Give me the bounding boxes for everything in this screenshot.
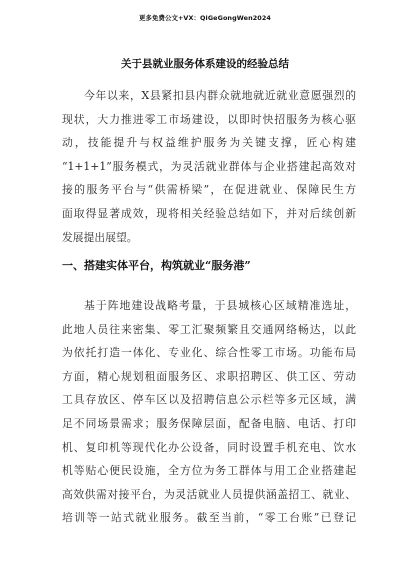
paragraph-line: 为依托打造一体化、专业化、综合性零工市场。功能布局	[62, 346, 356, 360]
paragraph-line: 接的服务平台与“供需桥梁”，在促进就业、保障民生方	[62, 183, 356, 197]
intro-paragraph	[62, 84, 356, 249]
section-paragraph	[62, 294, 356, 530]
paragraph-line: 方面，精心规划租面服务区、求职招聘区、供工区、劳动	[62, 369, 356, 383]
paragraph-line: 面取得显著成效，现将相关经验总结如下，并对后续创新	[62, 206, 356, 220]
document-title: 关于县就业服务体系建设的经验总结	[121, 58, 289, 70]
paragraph-line: 机等贴心便民设施，全方位为务工群体与用工企业搭建起	[62, 464, 356, 478]
page-header: 更多免费公文+VX：QiGeGongWen2024	[139, 14, 271, 22]
paragraph-line: 今年以来，X县紧扣县内群众就地就近就业意愿强烈的	[84, 89, 356, 102]
paragraph-line: 工具存放区、停车区以及招聘信息公示栏等多元区域，满	[62, 393, 356, 407]
paragraph-line: 足不同场景需求；服务保障层面，配备电脑、电话、打印	[62, 416, 356, 430]
paragraph-line: 机、复印机等现代化办公设备，同时设置手机充电、饮水	[62, 440, 356, 454]
paragraph-line: 动，技能提升与权益维护服务为关键支撑，匠心构建	[62, 136, 356, 150]
paragraph-line: 现状，大力推进零工市场建设，以即时快招服务为核心驱	[62, 112, 356, 126]
paragraph-line: 基于阵地建设战略考量，于县城核心区域精准选址，	[84, 299, 356, 312]
paragraph-line: 培训等一站式就业服务。截至当前，“零工台账”已登记	[62, 511, 356, 525]
paragraph-line: 高效供需对接平台，为灵活就业人员提供涵盖招工、就业、	[62, 487, 356, 501]
section-heading: 一、搭建实体平台，构筑就业“服务港”	[62, 259, 251, 272]
paragraph-line: 此地人员往来密集、零工汇聚频繁且交通网络畅达，以此	[62, 322, 356, 336]
paragraph-line: 发展提出展望。	[62, 230, 138, 244]
paragraph-line: “1+1+1”服务模式，为灵活就业群体与企业搭建起高效对	[62, 159, 356, 173]
